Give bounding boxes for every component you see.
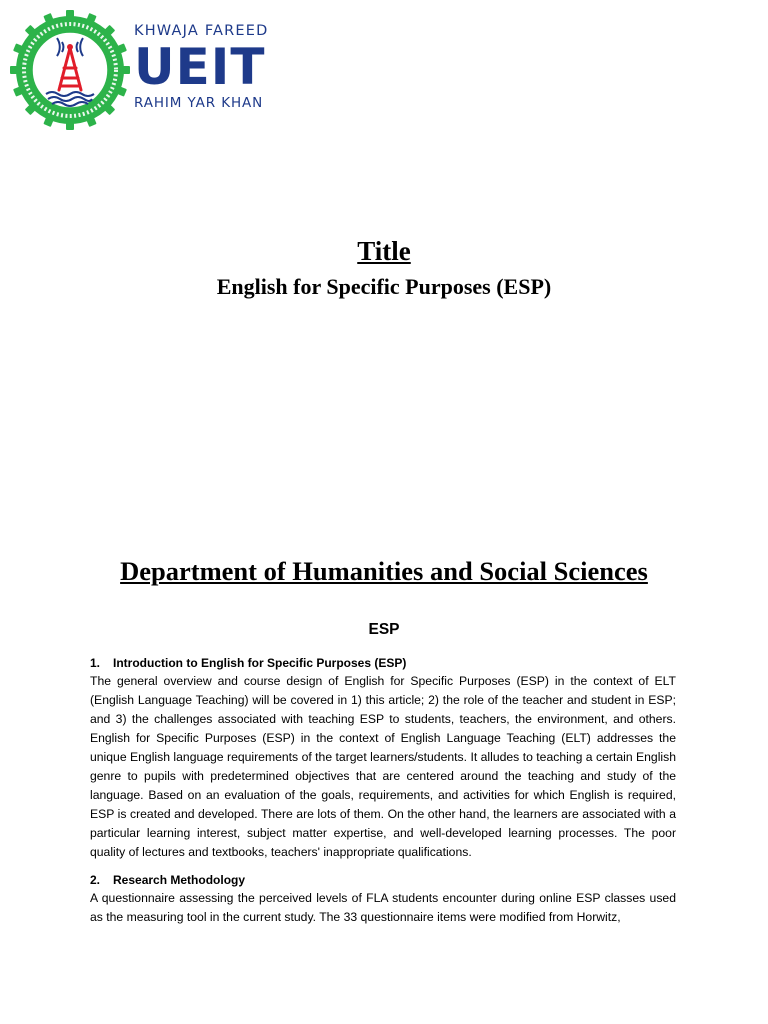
cover-title-text: English for Specific Purposes (ESP) bbox=[216, 274, 552, 299]
section-heading bbox=[90, 871, 676, 889]
department-heading: Department of Humanities and Social Sciences bbox=[120, 556, 648, 586]
section-body: A questionnaire assessing the perceived levels of FLA students encounter during online ESP classes used as the measuring tool in the current study. The 33 questionnaire items were modified from Horwitz, bbox=[90, 891, 676, 924]
section-title: Introduction to English for Specific Purposes (ESP) bbox=[113, 656, 407, 670]
cover-title-label: Title bbox=[357, 236, 411, 266]
university-seal-logo bbox=[10, 10, 130, 130]
subject-heading: ESP bbox=[368, 621, 400, 638]
university-wordmark bbox=[134, 22, 274, 112]
brand-line-1: KHWAJA FAREED bbox=[134, 23, 269, 39]
section-number: 1. bbox=[90, 656, 101, 670]
section-research-methodology bbox=[90, 871, 676, 927]
section-number: 2. bbox=[90, 873, 101, 887]
section-heading bbox=[90, 654, 676, 672]
section-introduction bbox=[90, 654, 676, 862]
section-body: The general overview and course design of English for Specific Purposes (ESP) in the context of ELT (English Language Teaching) will be covered in 1) this article; 2) the role of the teacher and student in ESP; and 3) the challenges associated with teaching ESP to students, teachers, the environment, and others. English for Specific Purposes (ESP) in the context of English Language Teaching (ELT) addresses the unique English language requirements of the target learners/students. It alludes to teaching a certain English genre to pupils with predetermined objectives that are centered around the teaching and study of the language. Based on an evaluation of the goals, requirements, and activities for which English is required, ESP is created and developed. There are lots of them. On the other hand, the learners are associated with a particular learning interest, subject matter expertise, and well-developed learning processes. The poor quality of lectures and textbooks, teachers' inappropriate qualifications. bbox=[90, 674, 676, 859]
section-title: Research Methodology bbox=[113, 873, 246, 887]
brand-name: UEIT bbox=[134, 38, 266, 96]
brand-line-3: RAHIM YAR KHAN bbox=[134, 95, 264, 111]
